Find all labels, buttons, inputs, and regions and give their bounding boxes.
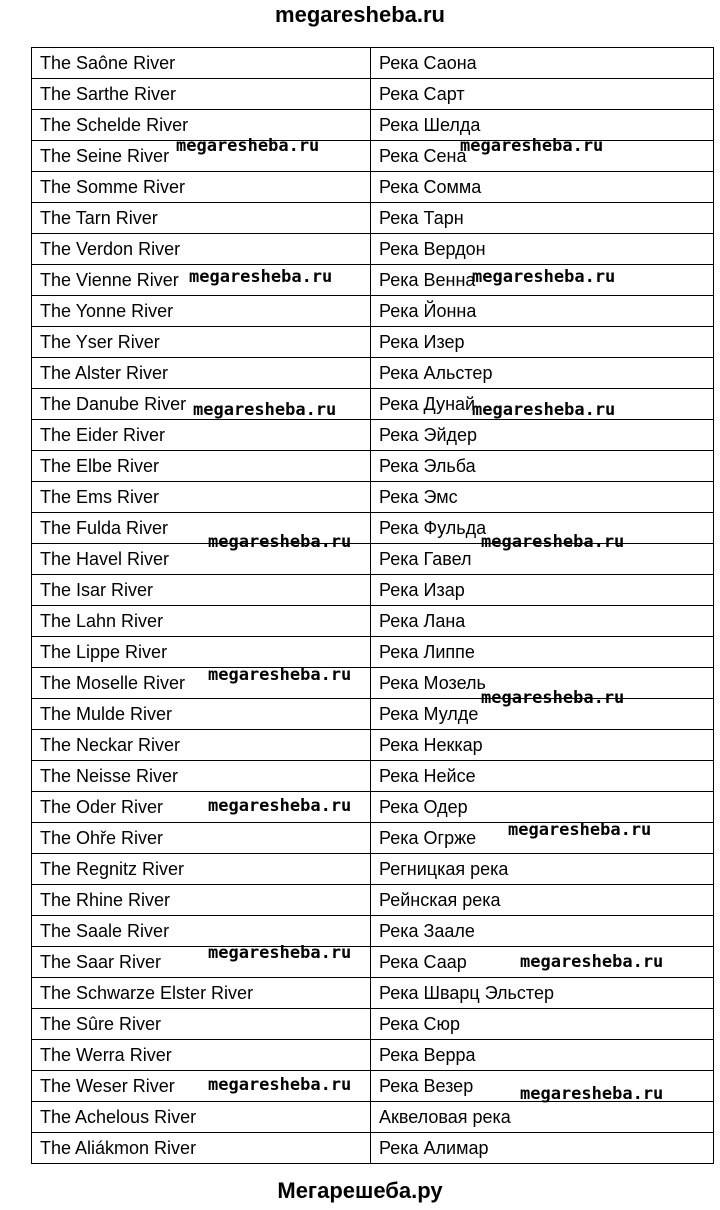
watermark: megaresheba.ru xyxy=(208,796,352,816)
river-name-russian: Река Дунай xyxy=(371,389,714,420)
table-row xyxy=(32,203,714,234)
river-name-english: The Schwarze Elster River xyxy=(32,978,371,1009)
river-name-russian: Река Мозель xyxy=(371,668,714,699)
table-row xyxy=(32,48,714,79)
river-name-english: The Oder River xyxy=(32,792,371,823)
table-row xyxy=(32,172,714,203)
table-row xyxy=(32,482,714,513)
river-name-english: The Yonne River xyxy=(32,296,371,327)
river-name-english: The Saône River xyxy=(32,48,371,79)
river-name-russian: Река Одер xyxy=(371,792,714,823)
river-name-english: The Weser River xyxy=(32,1071,371,1102)
river-name-english: The Eider River xyxy=(32,420,371,451)
river-name-russian: Река Мулде xyxy=(371,699,714,730)
river-name-english: The Danube River xyxy=(32,389,371,420)
river-name-russian: Река Йонна xyxy=(371,296,714,327)
river-name-russian: Река Сена xyxy=(371,141,714,172)
table-row xyxy=(32,978,714,1009)
river-name-russian: Река Эмс xyxy=(371,482,714,513)
river-name-english: The Ems River xyxy=(32,482,371,513)
river-name-russian: Река Нейсе xyxy=(371,761,714,792)
river-name-russian: Аквеловая река xyxy=(371,1102,714,1133)
table-row xyxy=(32,885,714,916)
river-name-english: The Sûre River xyxy=(32,1009,371,1040)
river-name-english: The Alster River xyxy=(32,358,371,389)
table-row xyxy=(32,79,714,110)
rivers-table-body xyxy=(32,48,714,1164)
table-row xyxy=(32,358,714,389)
river-name-english: The Lahn River xyxy=(32,606,371,637)
watermark: megaresheba.ru xyxy=(460,136,604,156)
watermark: megaresheba.ru xyxy=(208,1075,352,1095)
site-header: megaresheba.ru xyxy=(275,2,445,27)
river-name-english: The Werra River xyxy=(32,1040,371,1071)
river-name-russian: Река Гавел xyxy=(371,544,714,575)
river-name-english: The Lippe River xyxy=(32,637,371,668)
table-row xyxy=(32,451,714,482)
table-row xyxy=(32,1040,714,1071)
river-name-english: The Schelde River xyxy=(32,110,371,141)
river-name-english: The Saale River xyxy=(32,916,371,947)
table-row xyxy=(32,761,714,792)
river-name-russian: Регницкая река xyxy=(371,854,714,885)
river-name-english: The Yser River xyxy=(32,327,371,358)
river-name-russian: Река Везер xyxy=(371,1071,714,1102)
river-name-russian: Река Эйдер xyxy=(371,420,714,451)
river-name-russian: Река Сарт xyxy=(371,79,714,110)
watermark: megaresheba.ru xyxy=(176,136,320,156)
river-name-english: The Regnitz River xyxy=(32,854,371,885)
table-row xyxy=(32,606,714,637)
river-name-english: The Isar River xyxy=(32,575,371,606)
river-name-english: The Mulde River xyxy=(32,699,371,730)
rivers-table xyxy=(31,47,714,1164)
river-name-english: The Neckar River xyxy=(32,730,371,761)
watermark: megaresheba.ru xyxy=(481,532,625,552)
table-row xyxy=(32,854,714,885)
watermark: megaresheba.ru xyxy=(472,400,616,420)
table-row xyxy=(32,1009,714,1040)
table-row xyxy=(32,296,714,327)
river-name-english: The Aliákmon River xyxy=(32,1133,371,1164)
river-name-russian: Река Заале xyxy=(371,916,714,947)
table-row xyxy=(32,1102,714,1133)
river-name-english: The Vienne River xyxy=(32,265,371,296)
watermark: megaresheba.ru xyxy=(208,665,352,685)
river-name-english: The Somme River xyxy=(32,172,371,203)
river-name-russian: Рейнская река xyxy=(371,885,714,916)
river-name-english: The Rhine River xyxy=(32,885,371,916)
river-name-russian: Река Изер xyxy=(371,327,714,358)
river-name-russian: Река Шелда xyxy=(371,110,714,141)
river-name-english: The Neisse River xyxy=(32,761,371,792)
river-name-russian: Река Саар xyxy=(371,947,714,978)
river-name-russian: Река Альстер xyxy=(371,358,714,389)
watermark: megaresheba.ru xyxy=(208,532,352,552)
river-name-russian: Река Неккар xyxy=(371,730,714,761)
river-name-russian: Река Изар xyxy=(371,575,714,606)
river-name-russian: Река Шварц Эльстер xyxy=(371,978,714,1009)
river-name-russian: Река Липпе xyxy=(371,637,714,668)
watermark: megaresheba.ru xyxy=(508,820,652,840)
watermark: megaresheba.ru xyxy=(481,688,625,708)
river-name-english: The Elbe River xyxy=(32,451,371,482)
watermark: megaresheba.ru xyxy=(189,267,333,287)
river-name-english: The Saar River xyxy=(32,947,371,978)
river-name-russian: Река Сомма xyxy=(371,172,714,203)
river-name-russian: Река Огрже xyxy=(371,823,714,854)
watermark: megaresheba.ru xyxy=(208,943,352,963)
watermark: megaresheba.ru xyxy=(472,267,616,287)
river-name-english: The Moselle River xyxy=(32,668,371,699)
river-name-english: The Verdon River xyxy=(32,234,371,265)
river-name-english: The Ohře River xyxy=(32,823,371,854)
table-row xyxy=(32,110,714,141)
river-name-russian: Река Верра xyxy=(371,1040,714,1071)
river-name-russian: Река Тарн xyxy=(371,203,714,234)
table-row xyxy=(32,637,714,668)
river-name-english: The Achelous River xyxy=(32,1102,371,1133)
river-name-russian: Река Фульда xyxy=(371,513,714,544)
river-name-english: The Tarn River xyxy=(32,203,371,234)
table-row xyxy=(32,792,714,823)
site-footer: Мегарешеба.ру xyxy=(277,1178,443,1203)
river-name-english: The Seine River xyxy=(32,141,371,172)
river-name-english: The Sarthe River xyxy=(32,79,371,110)
river-name-russian: Река Лана xyxy=(371,606,714,637)
table-row xyxy=(32,141,714,172)
table-row xyxy=(32,420,714,451)
river-name-english: The Havel River xyxy=(32,544,371,575)
river-name-russian: Река Саона xyxy=(371,48,714,79)
watermark: megaresheba.ru xyxy=(520,1084,664,1104)
river-name-russian: Река Вердон xyxy=(371,234,714,265)
watermark: megaresheba.ru xyxy=(193,400,337,420)
river-name-russian: Река Венна xyxy=(371,265,714,296)
table-row xyxy=(32,327,714,358)
watermark: megaresheba.ru xyxy=(520,952,664,972)
river-name-english: The Fulda River xyxy=(32,513,371,544)
river-name-russian: Река Эльба xyxy=(371,451,714,482)
table-row xyxy=(32,234,714,265)
table-row xyxy=(32,1133,714,1164)
river-name-russian: Река Сюр xyxy=(371,1009,714,1040)
river-name-russian: Река Алимар xyxy=(371,1133,714,1164)
table-row xyxy=(32,575,714,606)
table-row xyxy=(32,916,714,947)
table-row xyxy=(32,730,714,761)
